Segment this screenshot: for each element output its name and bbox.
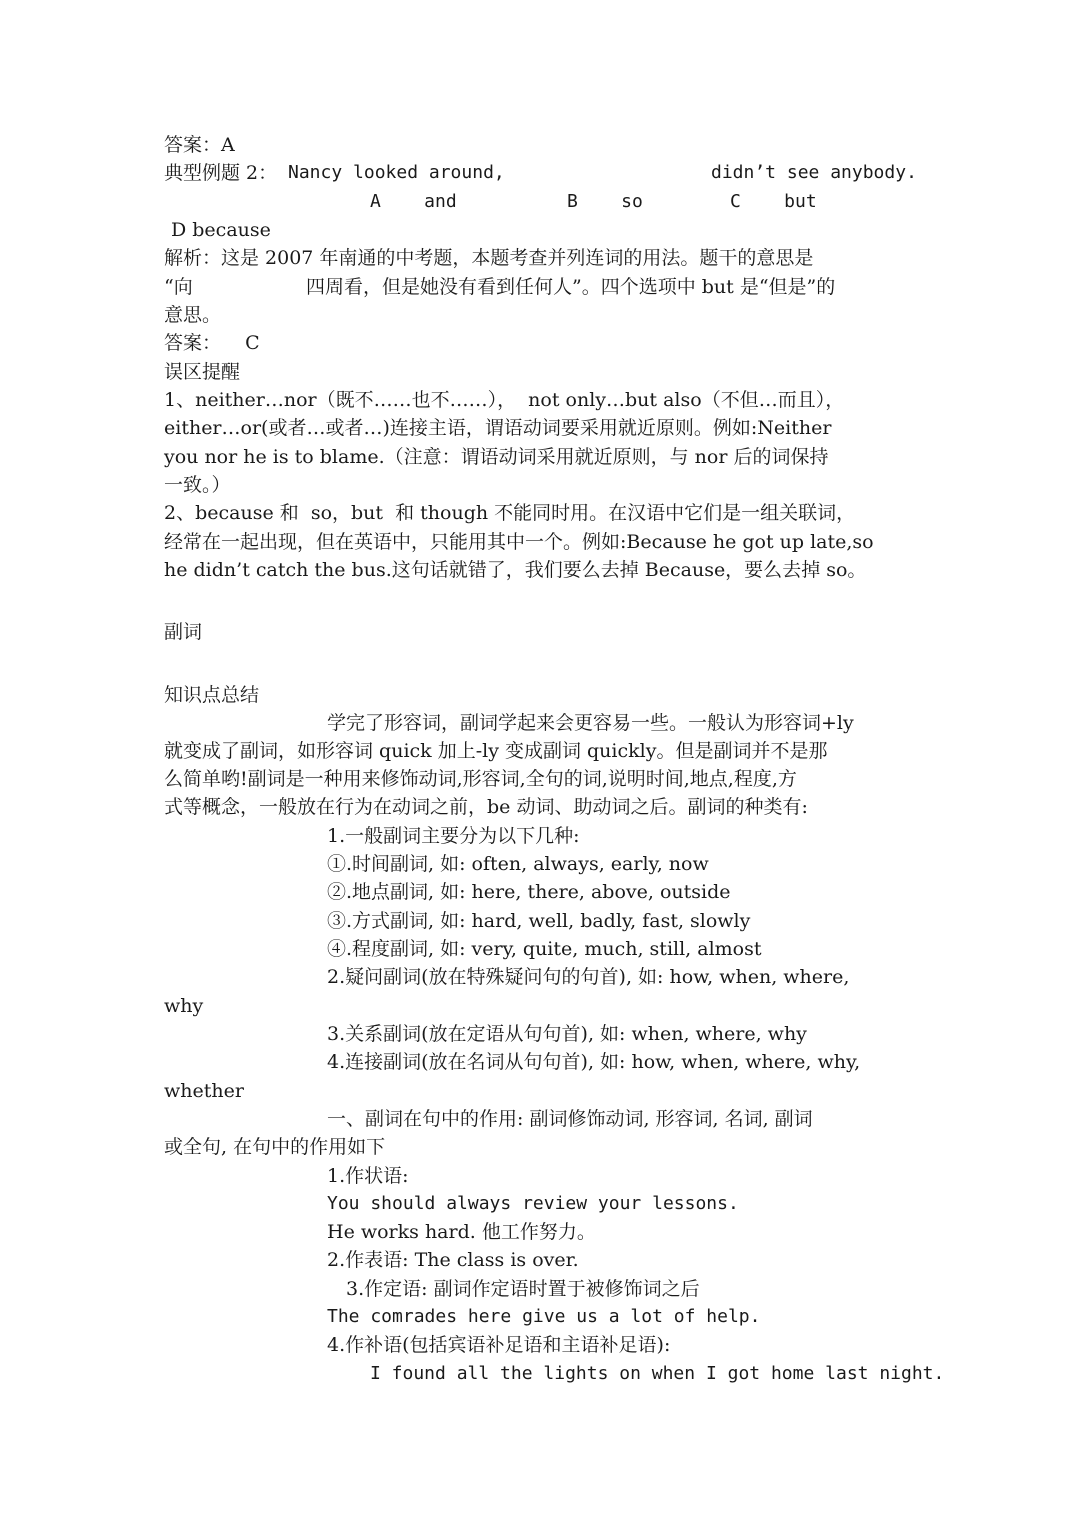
pitfall-2-line-3: he didn’t catch the bus.这句话就错了，我们要么去掉 Because，要么去掉 so。 [164, 559, 867, 581]
option-b: B so [567, 191, 643, 212]
intro-line-1: 学完了形容词，副词学起来会更容易一些。一般认为形容词+ly [327, 712, 854, 734]
roles-intro-2: 或全句, 在句中的作用如下 [164, 1136, 386, 1158]
pitfall-1-line-3: you nor he is to blame.（注意：谓语动词采用就近原则，与 nor 后的词保持 [164, 446, 829, 468]
role-1: 1.作状语: [327, 1165, 409, 1187]
example-2-prefix: 典型例题 2： [164, 162, 278, 184]
role-1-example-2: He works hard. 他工作努力。 [327, 1221, 596, 1243]
role-4: 4.作补语(包括宾语补足语和主语补足语): [327, 1334, 671, 1356]
role-4-example: I found all the lights on when I got home last night. [370, 1363, 945, 1384]
answer-line-2: 答案： C [164, 332, 260, 354]
pitfall-2-line-1: 2、because 和 so，but 和 though 不能同时用。在汉语中它们是一组关联词， [164, 502, 856, 524]
role-2: 2.作表语: The class is over. [327, 1249, 579, 1271]
type-3: 3.关系副词(放在定语从句句首), 如: when, where, why [327, 1023, 807, 1045]
option-a: A and [370, 191, 457, 212]
analysis-line-2-end: 四周看，但是她没有看到任何人”。四个选项中 but 是“但是”的 [306, 276, 836, 298]
type-4: 4.连接副词(放在名词从句句首), 如: how, when, where, why, [327, 1051, 861, 1073]
intro-line-3: 么简单哟!副词是一种用来修饰动词,形容词,全句的词,说明时间,地点,程度,方 [164, 768, 797, 790]
section-title: 副词 [164, 621, 203, 643]
analysis-line-3: 意思。 [164, 304, 222, 326]
pitfalls-heading: 误区提醒 [164, 361, 241, 383]
analysis-line-1: 解析：这是 2007 年南通的中考题，本题考查并列连词的用法。题干的意思是 [164, 247, 814, 269]
intro-line-4: 式等概念，一般放在行为在动词之前，be 动词、助动词之后。副词的种类有: [164, 796, 808, 818]
analysis-line-2-start: “向 [164, 276, 193, 298]
type-1c-manner: ③.方式副词, 如: hard, well, badly, fast, slowly [327, 910, 751, 932]
type-2: 2.疑问副词(放在特殊疑问句的句首), 如: how, when, where, [327, 966, 850, 988]
example-2-sentence-end: didn’t see anybody. [711, 162, 917, 183]
role-3: 3.作定语: 副词作定语时置于被修饰词之后 [346, 1278, 700, 1300]
pitfall-1-line-4: 一致。） [164, 474, 231, 496]
type-1a-time: ①.时间副词, 如: often, always, early, now [327, 853, 709, 875]
type-4-cont: whether [164, 1080, 244, 1102]
roles-intro-1: 一、副词在句中的作用: 副词修饰动词, 形容词, 名词, 副词 [327, 1108, 813, 1130]
pitfall-1-line-2: either…or(或者…或者…)连接主语，谓语动词要采用就近原则。例如:Neither [164, 417, 832, 439]
type-1: 1.一般副词主要分为以下几种: [327, 825, 580, 847]
example-2-sentence-start: Nancy looked around, [288, 162, 505, 183]
role-3-example: The comrades here give us a lot of help. [327, 1306, 761, 1327]
type-1d-degree: ④.程度副词, 如: very, quite, much, still, almost [327, 938, 762, 960]
intro-line-2: 就变成了副词，如形容词 quick 加上-ly 变成副词 quickly。但是副词并不是那 [164, 740, 828, 762]
pitfall-1-line-1: 1、neither…nor（既不……也不……）， not only…but also（不但…而且）， [164, 389, 845, 411]
type-1b-place: ②.地点副词, 如: here, there, above, outside [327, 881, 731, 903]
summary-title: 知识点总结 [164, 684, 260, 706]
answer-line-1: 答案：A [164, 134, 235, 156]
option-c: C but [730, 191, 817, 212]
role-1-example-1: You should always review your lessons. [327, 1193, 739, 1214]
pitfall-2-line-2: 经常在一起出现，但在英语中，只能用其中一个。例如:Because he got up late,so [164, 531, 874, 553]
type-2-cont: why [164, 995, 204, 1017]
option-d: D because [171, 219, 271, 241]
